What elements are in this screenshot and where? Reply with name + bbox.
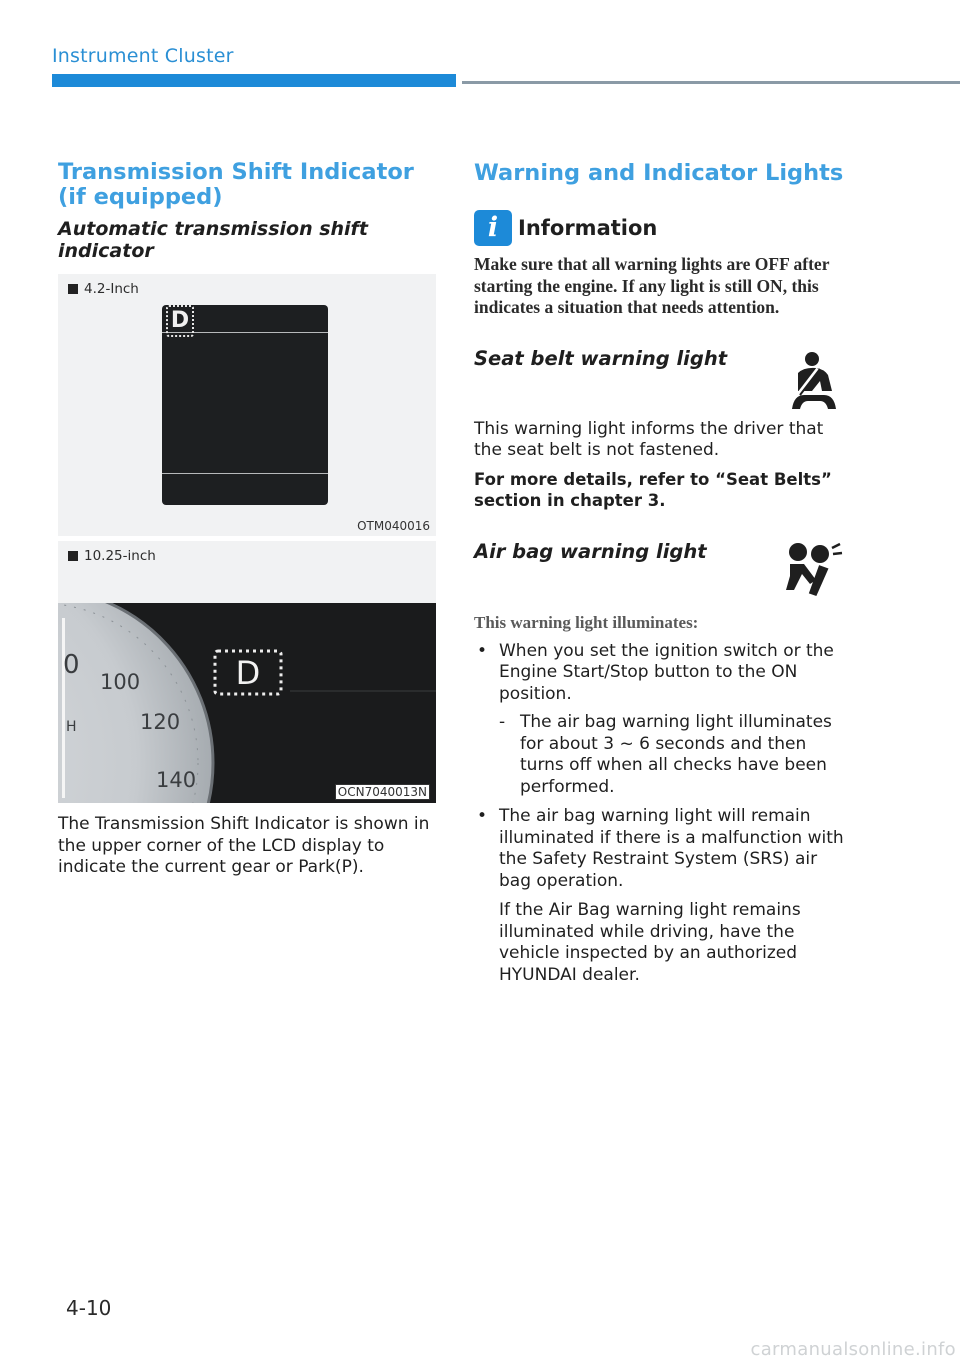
right-column <box>474 160 854 994</box>
seatbelt-reference: For more details, refer to “Seat Belts” section in chapter 3. <box>474 469 832 510</box>
figure-label <box>68 548 156 564</box>
shift-indicator-heading: Transmission Shift Indicator (if equipped) <box>58 159 414 210</box>
airbag-section-header <box>474 540 854 602</box>
list-item <box>474 806 854 986</box>
list-item <box>474 641 854 799</box>
dial-number: 100 <box>100 670 141 694</box>
bullet-dot: • <box>477 806 488 826</box>
figure-label-text: 10.25-inch <box>84 548 156 564</box>
airbag-warning-icon <box>782 540 844 598</box>
dial-mark: H <box>66 719 77 735</box>
section-title: Instrument Cluster <box>52 45 234 67</box>
figure-label <box>68 281 139 297</box>
cluster-display-illustration <box>58 603 436 803</box>
information-title: Information <box>518 216 658 240</box>
square-bullet-icon <box>68 551 78 561</box>
bullet-dot: • <box>477 640 488 661</box>
dial-number: 140 <box>156 768 197 792</box>
dial-number: 0 <box>63 650 80 680</box>
seatbelt-title: Seat belt warning light <box>474 346 728 370</box>
shift-indicator-description: The Transmission Shift Indicator is shown in the upper corner of the LCD display to indicate the current gear or Park(P). <box>58 814 430 877</box>
information-callout <box>474 210 854 246</box>
left-column <box>58 160 436 879</box>
warning-lights-heading: Warning and Indicator Lights <box>474 160 844 186</box>
bullet-dash: - <box>499 712 506 732</box>
seatbelt-text: This warning light informs the driver that the seat belt is not fastened. <box>474 418 824 460</box>
figure-label-text: 4.2-Inch <box>84 281 139 297</box>
information-icon: i <box>474 210 512 246</box>
bullet-continuation: If the Air Bag warning light remains illuminated while driving, have the vehicle inspected by an authorized HYUNDAI dealer. <box>499 900 801 985</box>
lcd-divider <box>162 473 328 474</box>
information-text: Make sure that all warning lights are OFF after starting the engine. If any light is still ON, this indicates a situation that needs attention. <box>474 254 830 317</box>
figure-code: OTM040016 <box>357 519 430 533</box>
watermark: carmanualsonline.info <box>750 1339 956 1360</box>
bullet-text: When you set the ignition switch or the Engine Start/Stop button to the ON position. <box>499 640 834 704</box>
automatic-shift-subheading: Automatic transmission shift indicator <box>58 218 368 262</box>
sub-item-text: The air bag warning light illuminates for about 3 ~ 6 seconds and then turns off when all checks have been performed. <box>520 712 832 797</box>
gear-indicator: D <box>166 305 194 337</box>
seatbelt-warning-icon <box>784 351 840 409</box>
figure-code: OCN7040013N <box>335 784 430 800</box>
page-number: 4-10 <box>66 1296 112 1320</box>
header-accent-bar <box>52 74 456 87</box>
airbag-conditions-list <box>474 641 854 987</box>
figure-4-2-inch-cluster <box>58 274 436 536</box>
figure-10-25-inch-cluster <box>58 541 436 803</box>
airbag-lead: This warning light illuminates: <box>474 612 699 632</box>
sub-list-item <box>499 712 854 798</box>
airbag-title: Air bag warning light <box>474 539 707 563</box>
speed-needle <box>62 618 65 798</box>
bullet-text: The air bag warning light will remain illuminated if there is a malfunction with the Safety Restraint System (SRS) air bag operation. <box>499 806 844 891</box>
dial-number: 120 <box>140 710 181 734</box>
square-bullet-icon <box>68 284 78 294</box>
header-rule <box>462 81 960 84</box>
seatbelt-section-header <box>474 347 854 409</box>
gear-indicator: D <box>235 654 261 692</box>
